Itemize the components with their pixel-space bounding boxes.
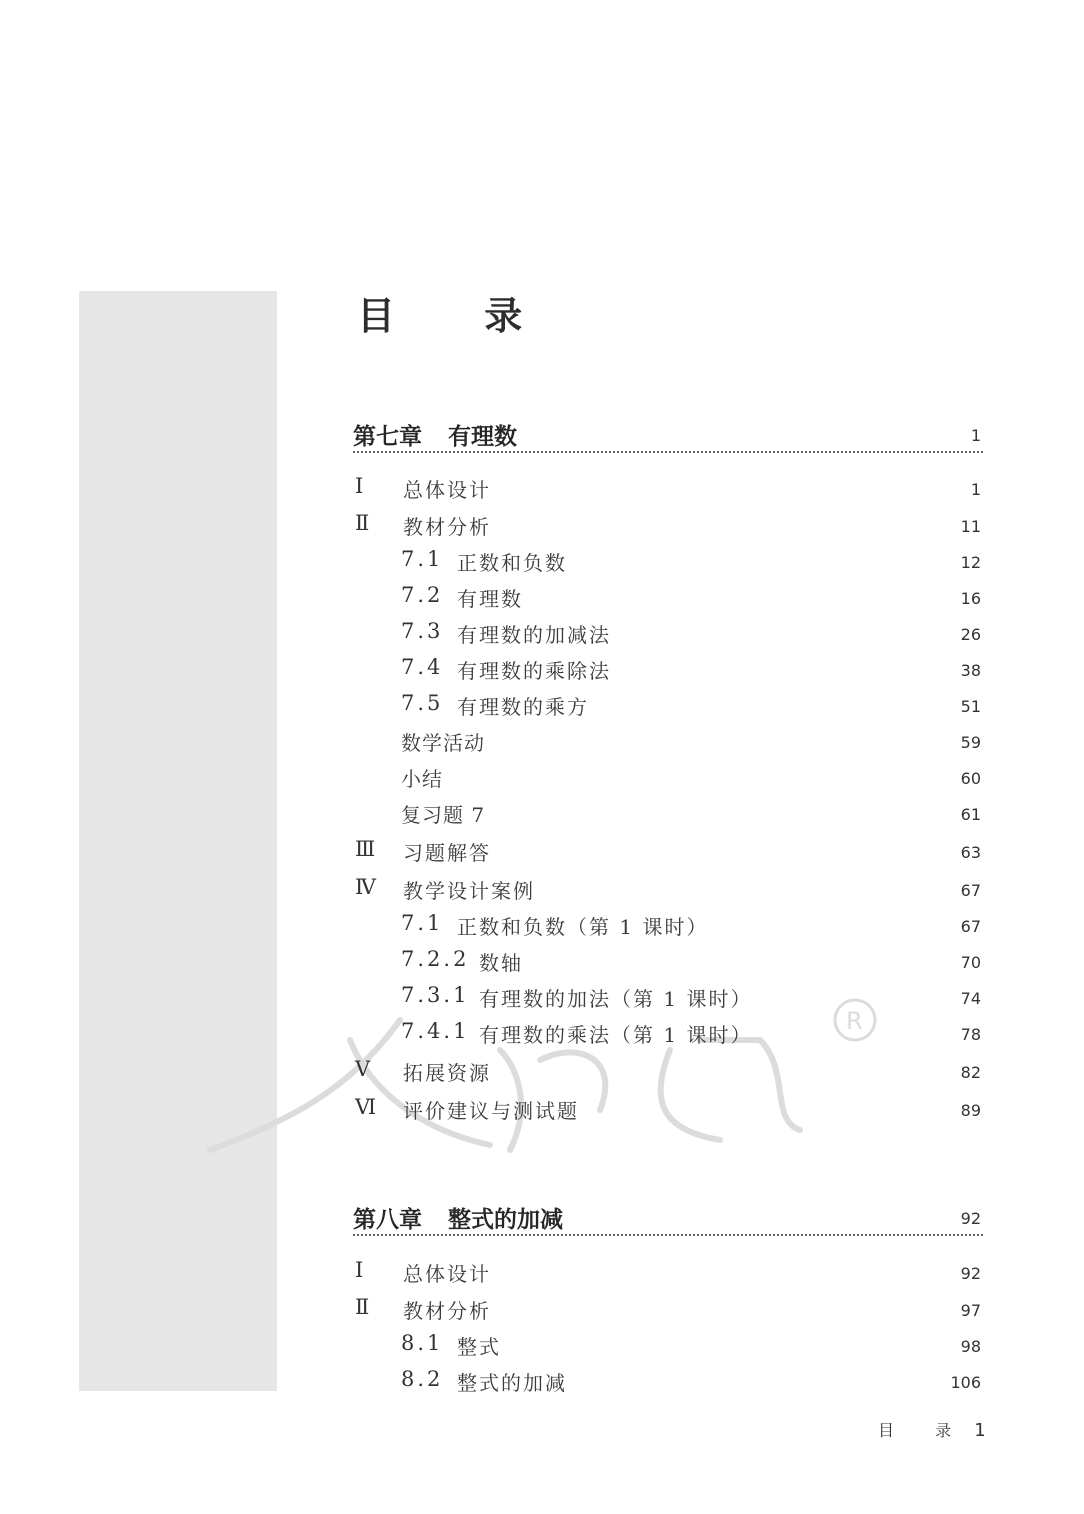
toc-entry[interactable] [353, 911, 983, 941]
entry-page-number: 60 [960, 769, 981, 788]
entry-page-number: 67 [960, 881, 981, 900]
toc-entry[interactable] [353, 1057, 983, 1087]
entry-number: Ⅱ [355, 1295, 370, 1319]
entry-label: 评价建议与测试题 [403, 1099, 579, 1123]
entry-label: 小结 [401, 767, 443, 791]
entry-label: 有理数 [457, 587, 523, 611]
chapter-label: 第七章 有理数 [353, 423, 517, 450]
entry-number: Ⅱ [355, 511, 370, 535]
entry-label: 教材分析 [403, 515, 491, 539]
entry-number: 7.3.1 [401, 983, 470, 1007]
chapter-page-number: 1 [970, 426, 981, 445]
entry-page-number: 1 [970, 480, 981, 499]
chapter-label: 第八章 整式的加减 [353, 1206, 563, 1233]
toc-entry[interactable] [353, 1331, 983, 1361]
entry-number: 7.4 [401, 655, 444, 679]
toc-entry[interactable] [353, 1367, 983, 1397]
entry-page-number: 106 [950, 1373, 981, 1392]
entry-page-number: 59 [960, 733, 981, 752]
entry-number: Ⅰ [355, 1258, 364, 1282]
toc-entry[interactable] [353, 583, 983, 613]
footer-label: 目 录 [878, 1421, 970, 1440]
entry-label: 习题解答 [403, 841, 491, 865]
toc-entry[interactable] [353, 947, 983, 977]
toc-entry[interactable] [353, 837, 983, 867]
entry-number: Ⅵ [355, 1095, 377, 1119]
entry-page-number: 98 [960, 1337, 981, 1356]
entry-number: Ⅳ [355, 875, 376, 899]
entry-label: 教材分析 [403, 1299, 491, 1323]
entry-page-number: 63 [960, 843, 981, 862]
chapter-page-number: 92 [960, 1209, 981, 1228]
entry-label: 有理数的加法（第 1 课时） [479, 987, 753, 1011]
toc-entry[interactable] [353, 763, 983, 793]
entry-page-number: 78 [960, 1025, 981, 1044]
sidebar-band [79, 291, 277, 1391]
entry-number: 7.4.1 [401, 1019, 470, 1043]
entry-label: 整式 [457, 1335, 501, 1359]
entry-page-number: 26 [960, 625, 981, 644]
entry-label: 正数和负数（第 1 课时） [457, 915, 709, 939]
entry-page-number: 61 [960, 805, 981, 824]
entry-number: Ⅲ [355, 837, 376, 861]
entry-page-number: 89 [960, 1101, 981, 1120]
entry-label: 整式的加减 [457, 1371, 567, 1395]
entry-label: 数轴 [479, 951, 523, 975]
entry-label: 总体设计 [403, 478, 491, 502]
svg-text:R: R [846, 1007, 863, 1035]
entry-label: 有理数的乘除法 [457, 659, 611, 683]
entry-number: 7.2.2 [401, 947, 470, 971]
toc-entry[interactable] [353, 799, 983, 829]
entry-number: Ⅴ [355, 1057, 371, 1081]
entry-label: 教学设计案例 [403, 879, 535, 903]
toc-entry[interactable] [353, 511, 983, 541]
entry-label: 有理数的乘法（第 1 课时） [479, 1023, 753, 1047]
entry-label: 拓展资源 [403, 1061, 491, 1085]
entry-label: 有理数的乘方 [457, 695, 589, 719]
toc-entry[interactable] [353, 474, 983, 504]
page-title: 目 录 [357, 293, 561, 338]
entry-label: 数学活动 [401, 731, 485, 755]
entry-page-number: 38 [960, 661, 981, 680]
toc-entry[interactable] [353, 619, 983, 649]
toc-entry[interactable] [353, 1019, 983, 1049]
footer-page-number: 1 [974, 1420, 986, 1441]
toc-entry[interactable] [353, 875, 983, 905]
entry-page-number: 11 [960, 517, 981, 536]
entry-page-number: 97 [960, 1301, 981, 1320]
entry-number: 7.2 [401, 583, 444, 607]
toc-entry[interactable] [353, 983, 983, 1013]
dotted-divider [353, 451, 983, 453]
entry-page-number: 74 [960, 989, 981, 1008]
entry-label: 复习题 7 [401, 803, 486, 827]
entry-page-number: 70 [960, 953, 981, 972]
chapter-heading[interactable] [353, 414, 983, 454]
toc-entry[interactable] [353, 1258, 983, 1288]
entry-number: 7.3 [401, 619, 444, 643]
toc-entry[interactable] [353, 655, 983, 685]
toc-entry[interactable] [353, 1095, 983, 1125]
entry-label: 总体设计 [403, 1262, 491, 1286]
chapter-heading[interactable] [353, 1197, 983, 1237]
entry-number: 7.5 [401, 691, 444, 715]
toc-entry[interactable] [353, 727, 983, 757]
entry-page-number: 92 [960, 1264, 981, 1283]
entry-number: Ⅰ [355, 474, 364, 498]
toc-entry[interactable] [353, 547, 983, 577]
entry-number: 7.1 [401, 911, 444, 935]
entry-page-number: 12 [960, 553, 981, 572]
toc-entry[interactable] [353, 1295, 983, 1325]
dotted-divider [353, 1234, 983, 1236]
entry-label: 正数和负数 [457, 551, 567, 575]
entry-number: 7.1 [401, 547, 444, 571]
toc-entry[interactable] [353, 691, 983, 721]
entry-page-number: 51 [960, 697, 981, 716]
entry-label: 有理数的加减法 [457, 623, 611, 647]
entry-number: 8.2 [401, 1367, 444, 1391]
entry-number: 8.1 [401, 1331, 444, 1355]
entry-page-number: 16 [960, 589, 981, 608]
entry-page-number: 67 [960, 917, 981, 936]
page-footer [878, 1418, 986, 1441]
entry-page-number: 82 [960, 1063, 981, 1082]
